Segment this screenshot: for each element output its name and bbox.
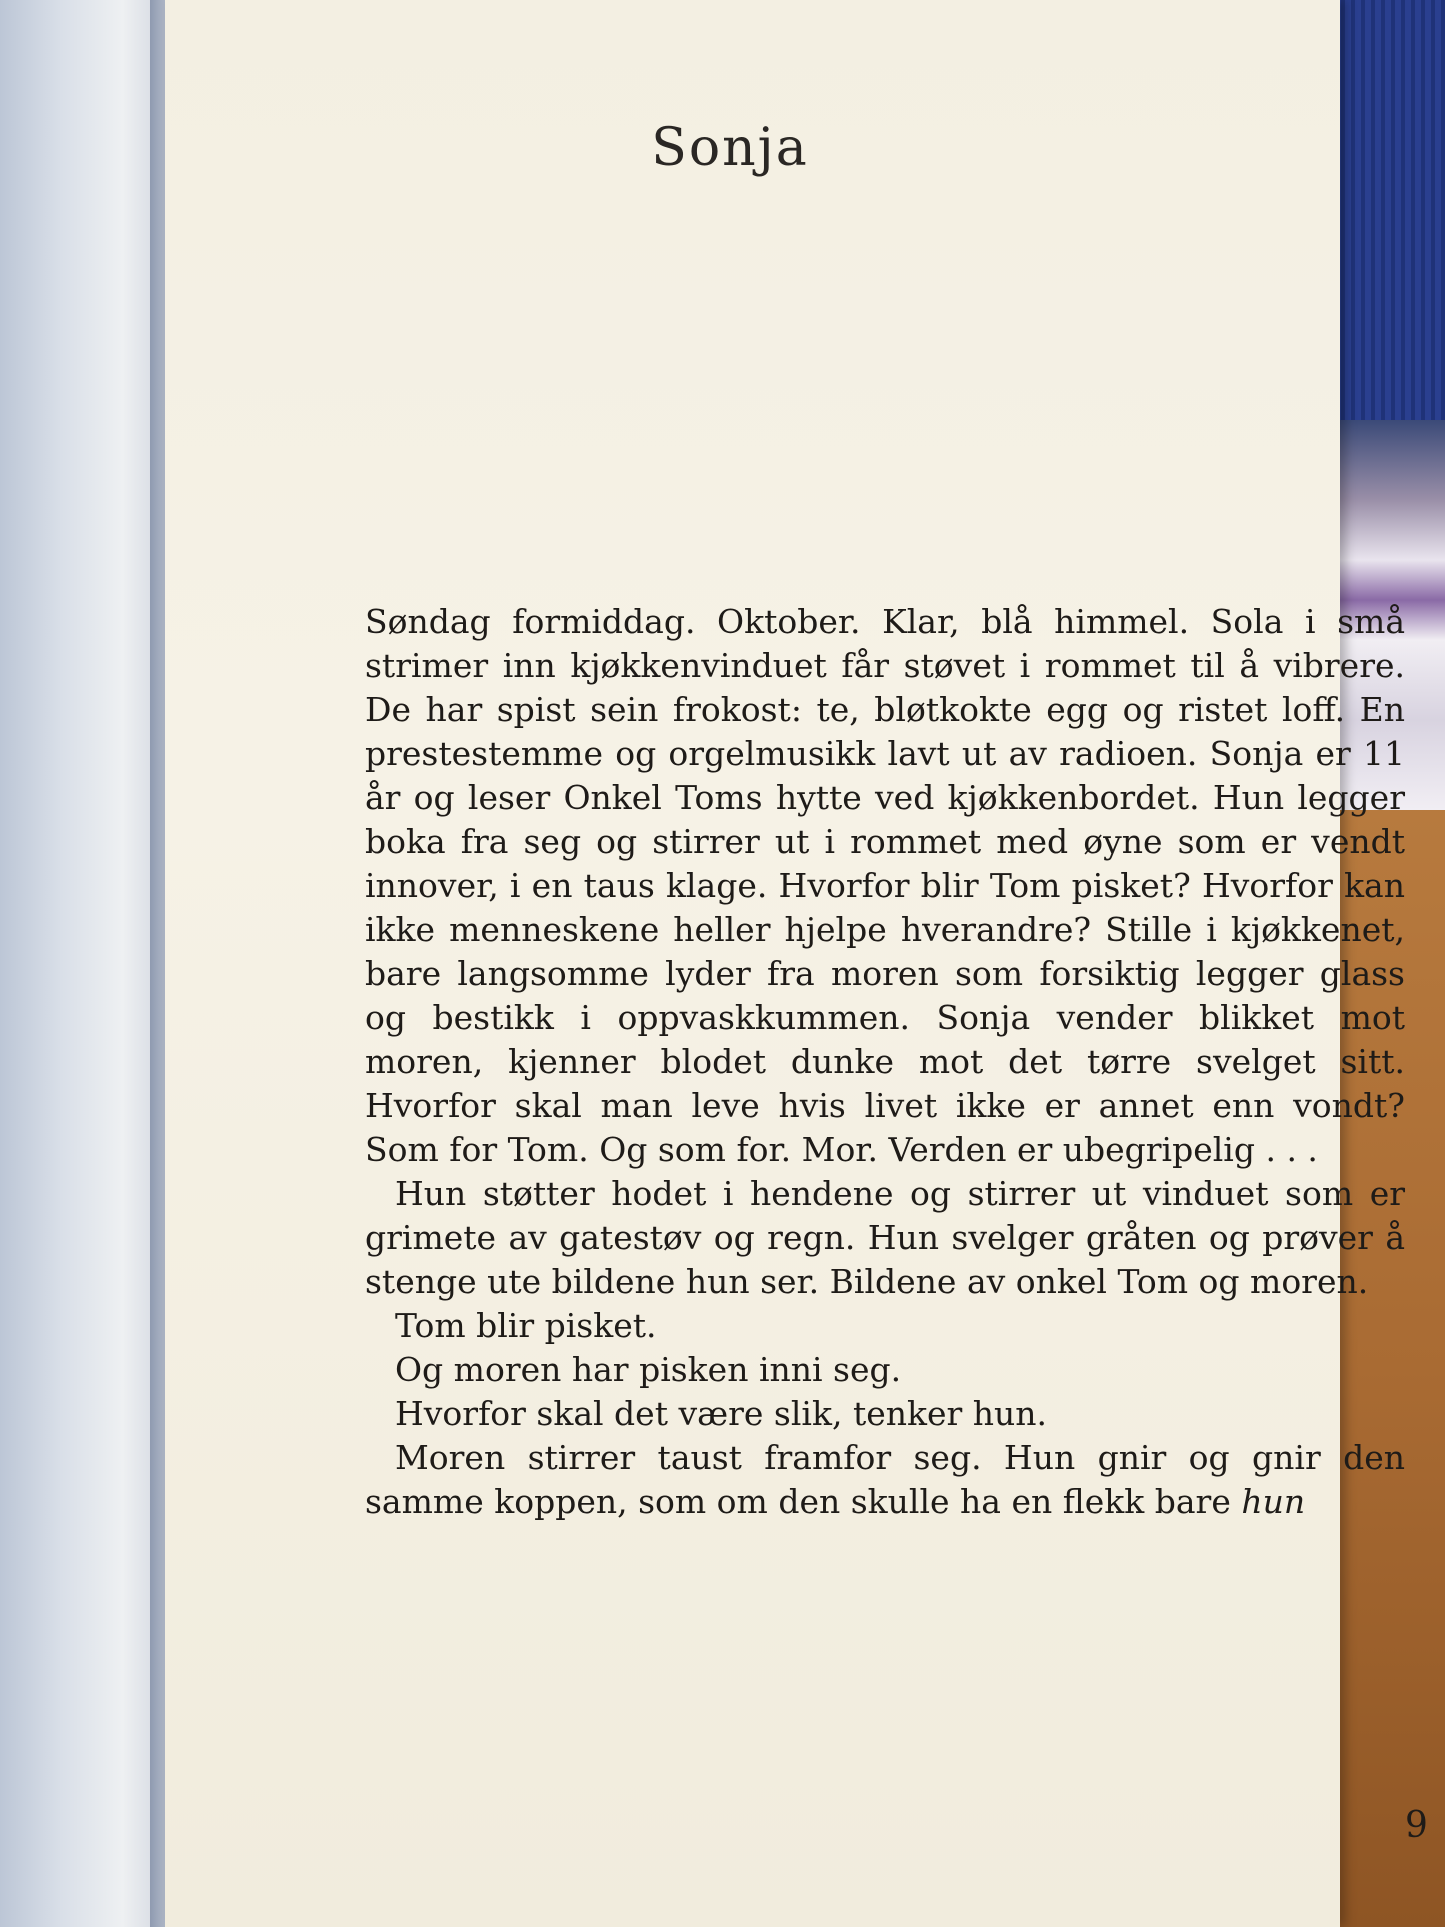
paragraph-6-text: Moren stirrer taust framfor seg. Hun gnir og gnir den samme koppen, som om den skulle ha en flekk bare <box>365 1438 1405 1521</box>
page-number: 9 <box>1405 1805 1428 1846</box>
paragraph-5: Hvorfor skal det være slik, tenker hun. <box>395 1394 1048 1433</box>
page-body <box>365 600 1405 1524</box>
paragraph-2: Hun støtter hodet i hendene og stirrer ut vinduet som er grimete av gatestøv og regn. Hun svelger gråten og prøver å stenge ute bildene hun ser. Bildene av onkel Tom og moren. <box>365 1174 1405 1301</box>
paragraph-6 <box>365 1436 1405 1524</box>
italic-word: hun <box>1241 1482 1306 1521</box>
paragraph-3: Tom blir pisket. <box>395 1306 657 1345</box>
left-page-edge <box>0 0 175 1927</box>
paragraph-4: Og moren har pisken inni seg. <box>395 1350 902 1389</box>
book-page <box>165 0 1428 1927</box>
chapter-title: Sonja <box>651 118 809 178</box>
paragraph-1: Søndag formiddag. Oktober. Klar, blå himmel. Sola i små strimer inn kjøkkenvinduet får støvet i rommet til å vibrere. De har spist sein frokost: te, bløtkokte egg og ristet loff. En prestestemme og orgelmusikk lavt ut av radioen. Sonja er 11 år og leser Onkel Toms hytte ved kjøkkenbordet. Hun legger boka fra seg og stirrer ut i rommet med øyne som er vendt innover, i en taus klage. Hvorfor blir Tom pisket? Hvorfor kan ikke menneskene heller hjelpe hverandre? Stille i kjøkkenet, bare langsomme lyder fra moren som forsiktig legger glass og bestikk i oppvaskkummen. Sonja vender blikket mot moren, kjenner blodet dunke mot det tørre svelget sitt. Hvorfor skal man leve hvis livet ikke er annet enn vondt? Som for Tom. Og som for. Mor. Verden er ubegripelig . . . <box>365 602 1405 1169</box>
